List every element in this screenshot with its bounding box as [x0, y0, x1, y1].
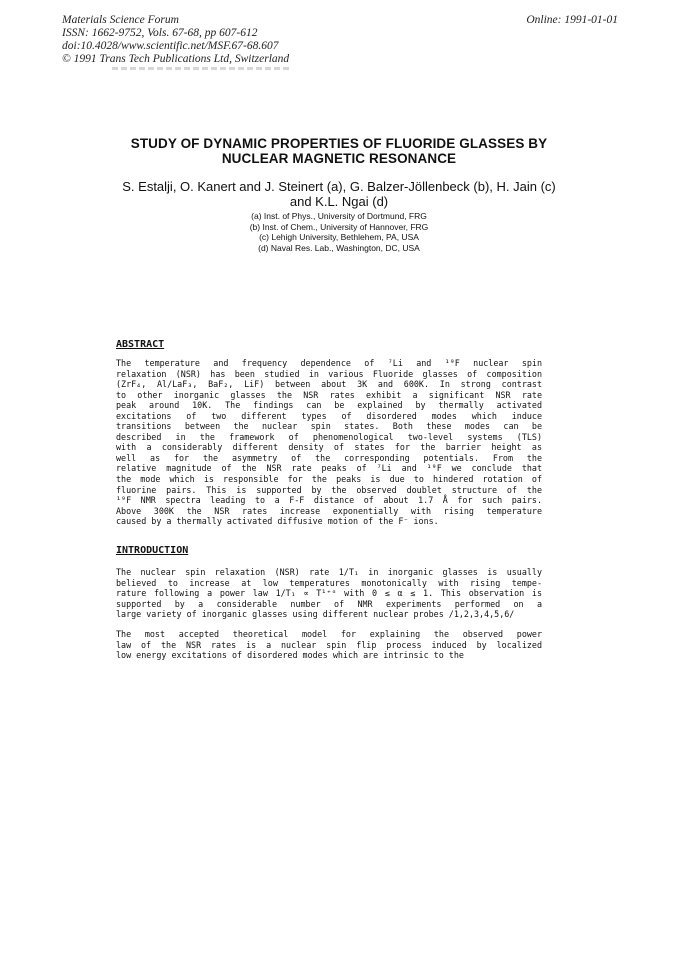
issn-line: ISSN: 1662-9752, Vols. 67-68, pp 607-612	[62, 27, 258, 39]
text-line: low energy excitations of disordered modes which are intrinsic to the	[116, 650, 464, 661]
title-line-2: NUCLEAR MAGNETIC RESONANCE	[221, 151, 457, 166]
affiliation-list	[60, 211, 618, 253]
affiliation: (b) Inst. of Chem., University of Hannover, FRG	[249, 221, 429, 232]
affiliation: (d) Naval Res. Lab., Washington, DC, USA	[258, 242, 420, 253]
text-line: peak around 10K. The findings can be explained by thermally activated	[116, 400, 542, 411]
text-line: The temperature and frequency dependence of ⁷Li and ¹⁹F nuclear spin	[116, 358, 542, 368]
introduction-paragraph-2	[116, 629, 542, 661]
text-line: law of the NSR rates is a nuclear spin flip process induced by localized	[116, 639, 542, 650]
abstract-body	[116, 358, 542, 527]
text-line: transitions between the nuclear spin states. Both these modes can be	[116, 421, 542, 432]
text-line: rature following a power law 1/T₁ ∝ T¹⁺ᵅ with 0 ≲ α ≲ 1. This observation is	[116, 588, 542, 599]
scan-smudge	[112, 67, 292, 70]
title-line-1: STUDY OF DYNAMIC PROPERTIES OF FLUORIDE GLASSES BY	[130, 136, 548, 151]
text-line: caused by a thermally activated diffusive motion of the F⁻ ions.	[116, 516, 439, 527]
text-line: believed to increase at low temperatures monotonically with rising tempe-	[116, 577, 542, 588]
text-line: relative magnitude of the NSR rate peaks of ⁷Li and ¹⁹F we conclude that	[116, 463, 542, 474]
journal-name: Materials Science Forum	[62, 14, 179, 26]
text-line: The most accepted theoretical model for explaining the observed power	[116, 629, 542, 639]
doi-line: doi:10.4028/www.scientific.net/MSF.67-68.607	[62, 40, 279, 52]
abstract-heading: ABSTRACT	[116, 339, 165, 350]
affiliation: (a) Inst. of Phys., University of Dortmund, FRG	[251, 211, 427, 221]
authors-line-1: S. Estalji, O. Kanert and J. Steinert (a), G. Balzer-Jöllenbeck (b), H. Jain (c)	[122, 179, 556, 194]
text-line: supported by a considerable number of NMR experiments performed on a	[116, 598, 542, 609]
text-line: described in the framework of phenomenological two-level systems (TLS)	[116, 431, 542, 442]
text-line: excitations of two different types of disordered modes which induce	[116, 410, 542, 421]
text-line: fluorine pairs. This is supported by the observed doublet structure of the	[116, 484, 542, 495]
introduction-heading: INTRODUCTION	[116, 545, 189, 556]
text-line: to other inorganic glasses the NSR rates exhibit a significant NSR rate	[116, 389, 542, 400]
page-header	[62, 14, 618, 66]
text-line: large variety of inorganic glasses using different nuclear probes /1,2,3,4,5,6/	[116, 609, 515, 620]
paper-title	[60, 136, 618, 166]
text-line: with a considerably different density of states for the barrier height as	[116, 442, 542, 453]
text-line: well as for the asymmetry of the corresponding potentials. From the	[116, 452, 542, 463]
text-line: (ZrF₄, Al/LaF₃, BaF₂, LiF) between about 3K and 600K. In strong contrast	[116, 379, 542, 390]
text-line: The nuclear spin relaxation (NSR) rate 1/T₁ in inorganic glasses is usually	[116, 567, 542, 577]
author-list	[60, 180, 618, 209]
authors-line-2: and K.L. Ngai (d)	[289, 193, 389, 209]
copyright-line: © 1991 Trans Tech Publications Ltd, Switzerland	[62, 53, 290, 65]
online-date: Online: 1991-01-01	[526, 14, 618, 26]
text-line: Above 300K the NSR rates increase exponentially with rising temperature	[116, 505, 542, 516]
affiliation: (c) Lehigh University, Bethlehem, PA, USA	[259, 232, 419, 243]
introduction-paragraph-1	[116, 567, 542, 620]
text-line: relaxation (NSR) has been studied in various Fluoride glasses of composition	[116, 368, 542, 379]
text-line: the mode which is responsible for the peaks is due to hindered rotation of	[116, 474, 542, 485]
text-line: ¹⁹F NMR spectra leading to a F-F distance of about 1.7 Å for such pairs.	[116, 495, 542, 506]
